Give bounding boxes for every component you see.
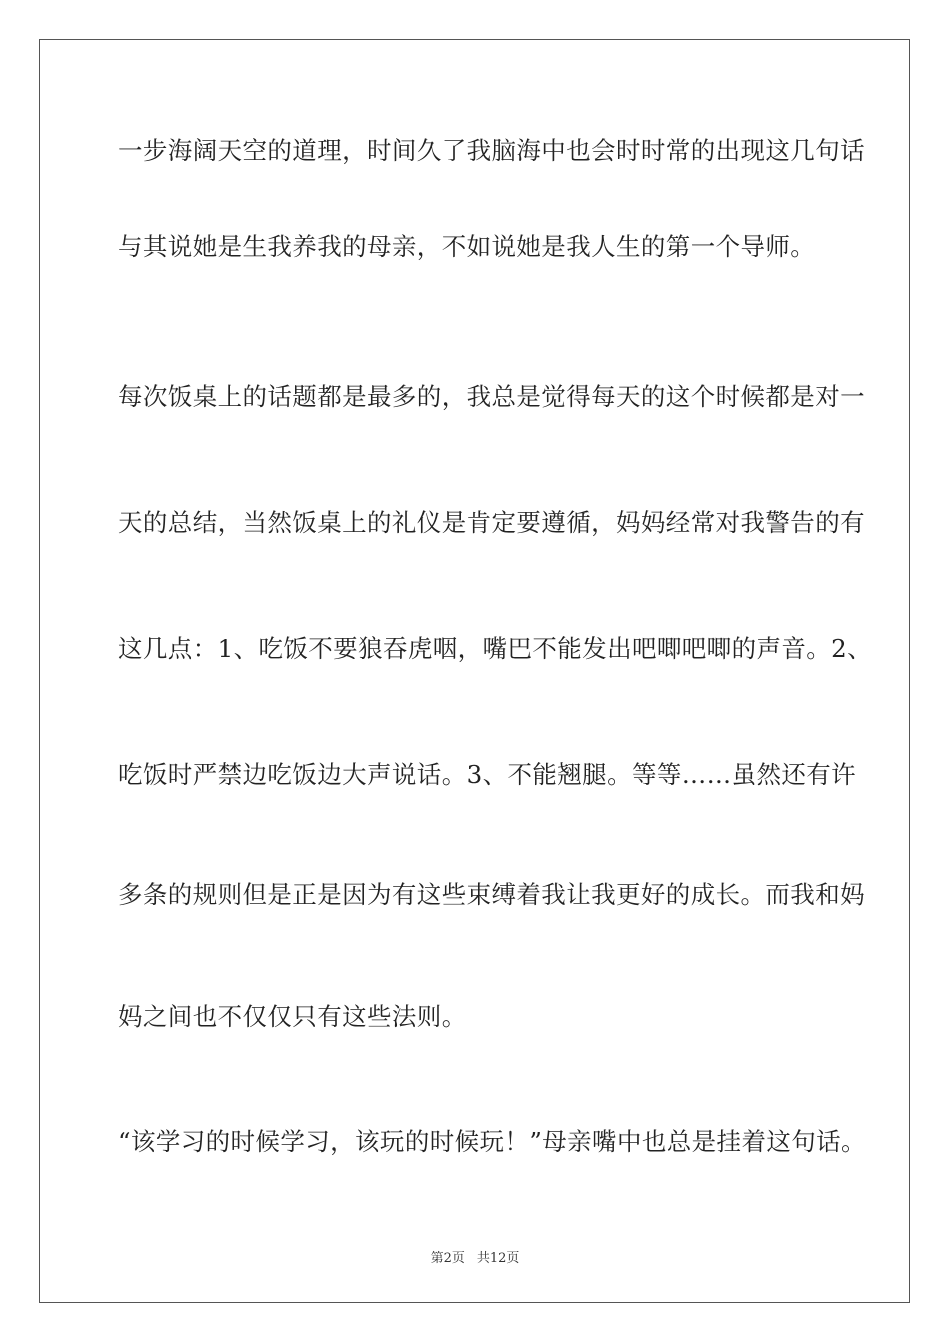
- text-line: 妈之间也不仅仅只有这些法则。: [118, 1002, 467, 1031]
- text-line: 多条的规则但是正是因为有这些束缚着我让我更好的成长。而我和妈: [118, 880, 865, 909]
- page-number: 第2页: [430, 1251, 465, 1266]
- text-line: 与其说她是生我养我的母亲，不如说她是我人生的第一个导师。: [118, 232, 816, 261]
- page-footer: [0, 1247, 950, 1266]
- text-line: 每次饭桌上的话题都是最多的，我总是觉得每天的这个时候都是对一: [118, 382, 865, 411]
- text-line: “该学习的时候学习，该玩的时候玩！”母亲嘴中也总是挂着这句话。: [118, 1127, 866, 1156]
- text-line: 吃饭时严禁边吃饭边大声说话。3、不能翘腿。等等……虽然还有许: [118, 760, 857, 789]
- total-pages: 共12页: [476, 1251, 520, 1266]
- page-border: [39, 39, 910, 1303]
- text-line: 一步海阔天空的道理，时间久了我脑海中也会时时常的出现这几句话: [118, 136, 865, 165]
- text-line: 天的总结，当然饭桌上的礼仪是肯定要遵循，妈妈经常对我警告的有: [118, 508, 865, 537]
- text-line: 这几点：1、吃饭不要狼吞虎咽，嘴巴不能发出吧唧吧唧的声音。2、: [118, 634, 873, 663]
